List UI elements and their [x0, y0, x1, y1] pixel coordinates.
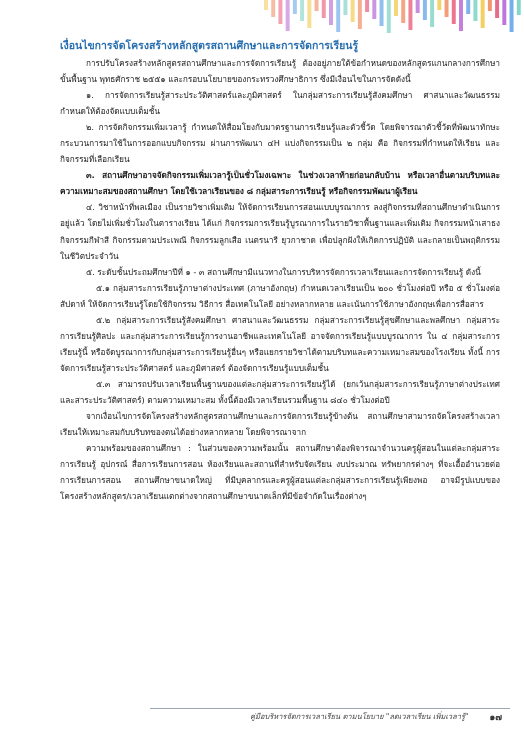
stripe-bar — [445, 0, 449, 17]
stripe-bar — [430, 0, 434, 27]
condition-5-1: ๕.๑ กลุ่มสาระการเรียนรู้ภาษาต่างประเทศ (ภาษาอังกฤษ) กำหนดเวลาเรียนเป็น ๒๐๐ ชั่วโมงต่อปี หรือ ๕ ชั่วโมงต่อสัปดาห์ ให้จัดการเรียนรู้โดยใช้กิจกรรม วิธีการ สื่อเทคโนโลยี อย่างหลากหลาย และเน้นการใช้ภาษาอังกฤษเพื่อการสื่อสาร — [60, 282, 500, 309]
document-body — [60, 55, 500, 504]
stripe-bar — [408, 0, 412, 30]
stripe-bar — [322, 0, 326, 18]
decorative-color-stripes — [264, 0, 524, 34]
page-footer — [250, 711, 510, 725]
stripe-bar — [466, 0, 470, 14]
stripe-bar — [502, 0, 506, 25]
stripe-bar — [315, 0, 319, 11]
summary-paragraph: จากเงื่อนไขการจัดโครงสร้างหลักสูตรสถานศึกษาและการจัดการเรียนรู้ข้างต้น สถานศึกษาสามารถจัดโครงสร้างเวลาเรียนให้เหมาะสมกับบริบทของตนได้อย่างหลากหลาย โดยพิจารณาจาก — [60, 411, 500, 438]
footer-divider — [150, 708, 510, 709]
stripe-bar — [293, 0, 297, 14]
stripe-bar — [264, 0, 268, 10]
condition-5: ๕. ระดับชั้นประถมศึกษาปีที่ ๑ - ๓ สถานศึกษามีแนวทางในการบริหารจัดการเวลาเรียนและการจัดการเรียนรู้ ดังนี้ — [86, 266, 481, 277]
stripe-bar — [358, 0, 362, 29]
stripe-bar — [351, 0, 355, 22]
stripe-bar — [517, 0, 521, 15]
stripe-bar — [329, 0, 333, 25]
page-number: ๑๗ — [489, 713, 502, 723]
intro-paragraph: การปรับโครงสร้างหลักสูตรสถานศึกษาและการจัดการเรียนรู้ ต้องอยู่ภายใต้ข้อกำหนดของหลักสูตรแกนกลางการศึกษาขั้นพื้นฐาน พุทธศักราช ๒๕๕๑ และกรอบนโยบายของกระทรวงศึกษาธิการ ซึ่งมีเงื่อนไขในการจัดดังนี้ — [60, 58, 500, 85]
stripe-bar — [343, 0, 347, 15]
footer-title: คู่มือบริหารจัดการเวลาเรียน ตามนโยบาย "ลดเวลาเรียน เพิ่มเวลารู้" — [250, 712, 469, 721]
stripe-bar — [437, 0, 441, 10]
stripe-bar — [336, 0, 340, 32]
stripe-bar — [278, 0, 282, 24]
stripe-bar — [495, 0, 499, 18]
stripe-bar — [473, 0, 477, 21]
stripe-bar — [459, 0, 463, 31]
condition-3: ๓. สถานศึกษาอาจจัดกิจกรรมเพิ่มเวลารู้เป็นชั่วโมงเฉพาะ ในช่วงเวลาท้ายก่อนกลับบ้าน หรือเวลาอื่นตามบริบทและความเหมาะสมของสถานศึกษา โดยใช้เวลาเรียนของ ๘ กลุ่มสาระการเรียนรู้ หรือกิจกรรมพัฒนาผู้เรียน — [60, 170, 500, 197]
section-heading: เงื่อนไขการจัดโครงสร้างหลักสูตรสถานศึกษาและการจัดการเรียนรู้ — [60, 40, 359, 52]
stripe-bar — [401, 0, 405, 23]
stripe-bar — [481, 0, 485, 28]
stripe-bar — [423, 0, 427, 20]
condition-4: ๔. วิชาหน้าที่พลเมือง เป็นรายวิชาเพิ่มเติม ให้จัดการเรียนการสอนแบบบูรณาการ ลงสู่กิจกรรมที่สถานศึกษาดำเนินการอยู่แล้ว โดยไม่เพิ่มชั่วโมงในตารางเรียน ได้แก่ กิจกรรมการเรียนรู้บูรณาการในรายวิชาพื้นฐานและเพิ่มเติม กิจกรรมหน้าเสาธง กิจกรรมกีฬาสี กิจกรรมตามประเพณี กิจกรรมลูกเสือ เนตรนารี ยุวกาชาด เพื่อปลูกฝังให้เกิดการปฏิบัติ และกลายเป็นพฤติกรรมในชีวิตประจำวัน — [60, 202, 500, 261]
condition-1: ๑. การจัดการเรียนรู้สาระประวัติศาสตร์และภูมิศาสตร์ ในกลุ่มสาระการเรียนรู้สังคมศึกษา ศาสนาและวัฒนธรรม กำหนดให้ต้องจัดแบบเต็มชั้น — [60, 90, 500, 117]
condition-2: ๒. การจัดกิจกรรมเพิ่มเวลารู้ กำหนดให้สื่อมโยงกับมาตรฐานการเรียนรู้และตัวชี้วัด โดยพิจารณาตัวชี้วัดที่พัฒนาทักษะกระบวนการมาใช้ในการออกแบบกิจกรรม ผ่านการพัฒนา ๔H แบ่งกิจกรรมเป็น ๒ กลุ่ม คือ กิจกรรมที่กำหนดให้เรียน และกิจกรรมที่เลือกเรียน — [60, 122, 500, 165]
stripe-bar — [387, 0, 391, 33]
stripe-bar — [416, 0, 420, 13]
stripe-bar — [380, 0, 384, 26]
condition-5-2: ๕.๒ กลุ่มสาระการเรียนรู้สังคมศึกษา ศาสนาและวัฒนธรรม กลุ่มสาระการเรียนรู้สุขศึกษาและพลศึกษา กลุ่มสาระการเรียนรู้ศิลปะ และกลุ่มสาระการเรียนรู้การงานอาชีพและเทคโนโลยี อาจจัดการเรียนรู้แบบบูรณาการ ใน ๔ กลุ่มสาระการเรียนรู้นี้ หรือจัดบูรณาการกับกลุ่มสาระการเรียนรู้อื่นๆ หรือแยกรายวิชาได้ตามบริบทและความเหมาะสมของโรงเรียน ทั้งนี้ การจัดการเรียนรู้สาระประวัติศาสตร์ และภูมิศาสตร์ ต้องจัดการเรียนรู้แบบเต็มชั้น — [60, 314, 500, 373]
stripe-bar — [452, 0, 456, 24]
stripe-bar — [300, 0, 304, 21]
stripe-bar — [286, 0, 290, 31]
stripe-bar — [488, 0, 492, 11]
stripe-bar — [372, 0, 376, 19]
readiness-paragraph: ความพร้อมของสถานศึกษา : ในส่วนของความพร้อมนั้น สถานศึกษาต้องพิจารณาจำนวนครูผู้สอนในแต่ละกลุ่มสาระการเรียนรู้ อุปกรณ์ สื่อการเรียนการสอน ห้องเรียนและสถานที่สำหรับจัดเรียน งบประมาณ ทรัพยากรต่างๆ ที่จะเอื้ออำนวยต่อการเรียนการสอน สถานศึกษาขนาดใหญ่ ที่มีบุคลากรและครูผู้สอนแต่ละกลุ่มสาระการเรียนรู้เพียงพอ อาจมีรูปแบบของโครงสร้างหลักสูตร/เวลาเรียนแตกต่างจากสถานศึกษาขนาดเล็กที่มีข้อจำกัดในเรื่องต่างๆ — [60, 443, 500, 502]
condition-5-3: ๕.๓ สามารถปรับเวลาเรียนพื้นฐานของแต่ละกลุ่มสาระการเรียนรู้ได้ (ยกเว้นกลุ่มสาระการเรียนรู้ภาษาต่างประเทศและสาระประวัติศาสตร์) ตามความเหมาะสม ทั้งนี้ต้องมีเวลาเรียนรวมพื้นฐาน ๘๔๐ ชั่วโมงต่อปี — [60, 378, 500, 405]
stripe-bar — [307, 0, 311, 28]
stripe-bar — [271, 0, 275, 17]
stripe-bar — [510, 0, 514, 32]
stripe-bar — [365, 0, 369, 12]
stripe-bar — [394, 0, 398, 16]
